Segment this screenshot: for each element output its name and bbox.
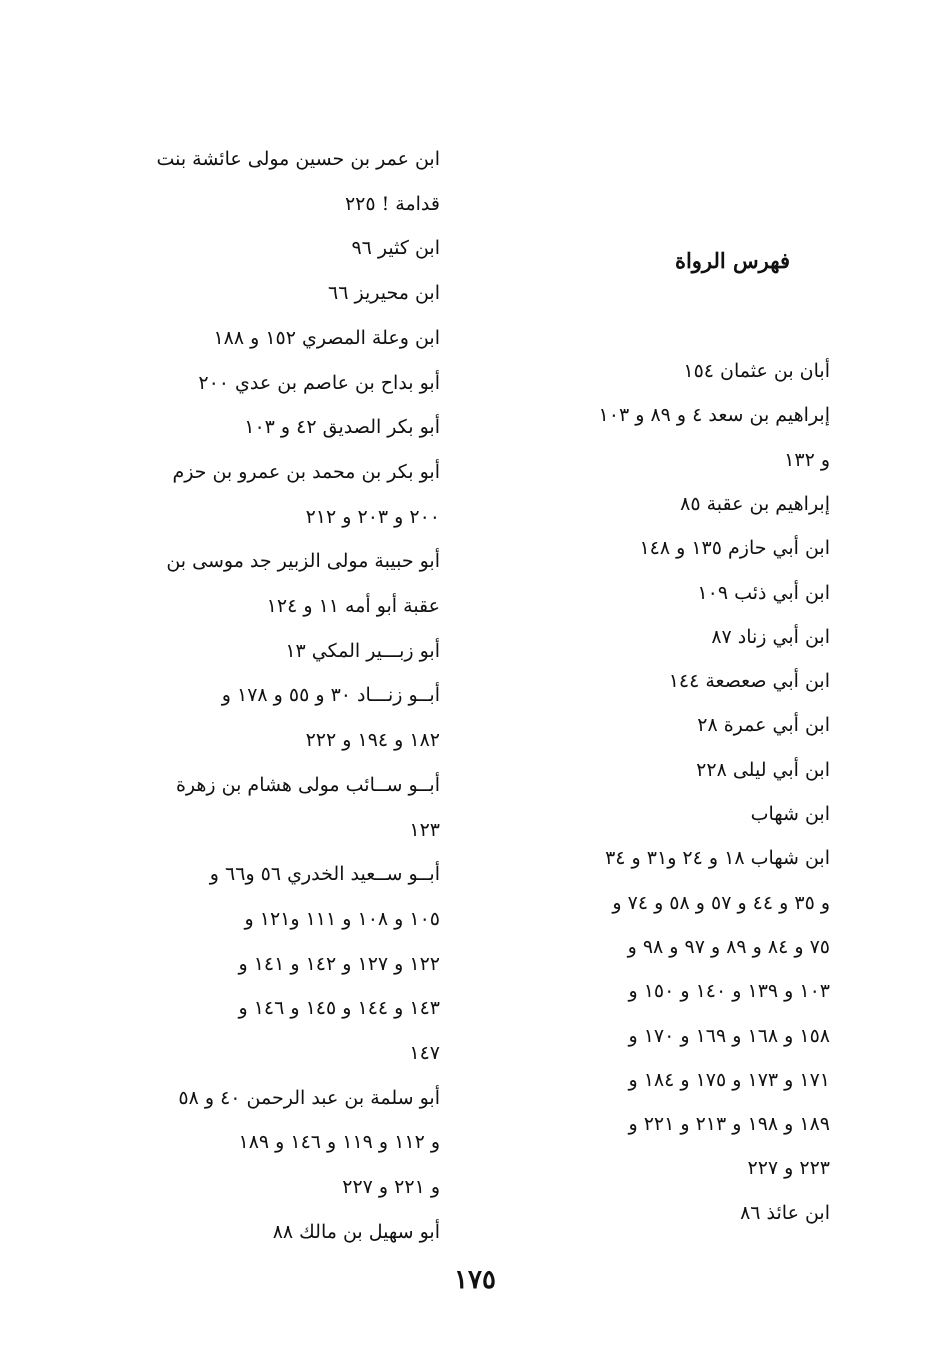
index-entry-line: ٢٠٠ و ٢٠٣ و ٢١٢ [305, 505, 440, 528]
index-entry-line: ١٠٥ و ١٠٨ و ١١١ و١٢١ و [244, 907, 440, 930]
index-entry-line: ١٠٣ و ١٣٩ و ١٤٠ و ١٥٠ و [628, 980, 830, 1003]
index-entry-line: ابن أبي زناد ٨٧ [711, 625, 830, 648]
index-entry-line: ابن أبي حازم ١٣٥ و ١٤٨ [639, 537, 830, 560]
index-entry-line: أبو سلمة بن عبد الرحمن ٤٠ و ٥٨ [178, 1086, 440, 1109]
index-entry-line: أبو حبيبة مولى الزبير جد موسى بن [166, 550, 440, 573]
index-entry-line: أبــو زنـــاد ٣٠ و ٥٥ و ١٧٨ و [221, 684, 440, 707]
index-entry-line: ابن محيريز ٦٦ [328, 282, 440, 305]
index-entry-line: ١٧١ و ١٧٣ و ١٧٥ و ١٨٤ و [628, 1068, 830, 1091]
index-entry-line: أبو زبـــير المكي ١٣ [285, 639, 440, 662]
index-entry-line: أبو سهيل بن مالك ٨٨ [272, 1220, 440, 1243]
index-entry-line: أبو بكر بن محمد بن عمرو بن حزم [172, 460, 440, 483]
index-entry-line: و ٣٥ و ٤٤ و ٥٧ و ٥٨ و ٧٤ و [612, 891, 830, 914]
index-entry-line: أبان بن عثمان ١٥٤ [683, 360, 830, 382]
index-entry-line: أبــو ســعيد الخدري ٥٦ و٦٦ و [209, 863, 440, 886]
index-entry-line: ٧٥ و ٨٤ و ٨٩ و ٩٧ و ٩٨ و [627, 935, 830, 958]
index-entry-line: ١٢٢ و ١٢٧ و ١٤٢ و ١٤١ و [238, 952, 440, 975]
index-entry-line: ابن كثير ٩٦ [351, 237, 440, 260]
index-entry-line: أبو بكر الصديق ٤٢ و ١٠٣ [244, 416, 440, 439]
index-entry-line: ١٤٧ [409, 1042, 440, 1064]
index-entry-line: و ١١٢ و ١١٩ و ١٤٦ و ١٨٩ [238, 1131, 440, 1154]
index-entry-line: إبراهيم بن سعد ٤ و ٨٩ و ١٠٣ [598, 404, 830, 427]
index-entry-line: إبراهيم بن عقبة ٨٥ [680, 492, 830, 515]
page-number: ١٧٥ [454, 1265, 496, 1295]
index-title: فهرس الرواة [674, 248, 790, 273]
index-entry-line: ابن أبي عمرة ٢٨ [697, 714, 830, 737]
index-entry-line: ابن شهاب ١٨ و ٢٤ و٣١ و ٣٤ [605, 847, 830, 870]
index-entry-line: أبــو ســائب مولى هشام بن زهرة [175, 773, 440, 796]
index-entry-line: ابن وعلة المصري ١٥٢ و ١٨٨ [213, 326, 440, 349]
index-entry-line: ١٨٢ و ١٩٤ و ٢٢٢ [305, 729, 440, 752]
index-entry-line: ١٢٣ [409, 818, 440, 841]
index-entry-line: عقبة أبو أمه ١١ و ١٢٤ [266, 595, 440, 617]
index-entry-line: قدامة ! ٢٢٥ [344, 192, 440, 215]
index-entry-line: ١٥٨ و ١٦٨ و ١٦٩ و ١٧٠ و [628, 1024, 830, 1047]
index-entry-line: ابن عائذ ٨٦ [740, 1201, 830, 1224]
index-entry-line: أبو بداح بن عاصم بن عدي ٢٠٠ [198, 371, 440, 394]
index-entry-line: ٢٢٣ و ٢٢٧ [747, 1157, 830, 1180]
index-entry-line: ١٤٣ و ١٤٤ و ١٤٥ و ١٤٦ و [238, 997, 440, 1020]
index-entry-line: ابن عمر بن حسين مولى عائشة بنت [156, 148, 440, 170]
index-entry-line: ابن أبي ليلى ٢٢٨ [696, 758, 830, 781]
index-entry-line: ابن أبي ذئب ١٠٩ [697, 581, 830, 604]
index-entry-line: ابن شهاب [750, 803, 830, 825]
index-entry-line: و ٢٢١ و ٢٢٧ [342, 1176, 440, 1199]
index-entry-line: و ١٣٢ [784, 448, 830, 471]
index-entry-line: ابن أبي صعصعة ١٤٤ [668, 670, 830, 693]
index-entry-line: ١٨٩ و ١٩٨ و ٢١٣ و ٢٢١ و [628, 1113, 830, 1136]
